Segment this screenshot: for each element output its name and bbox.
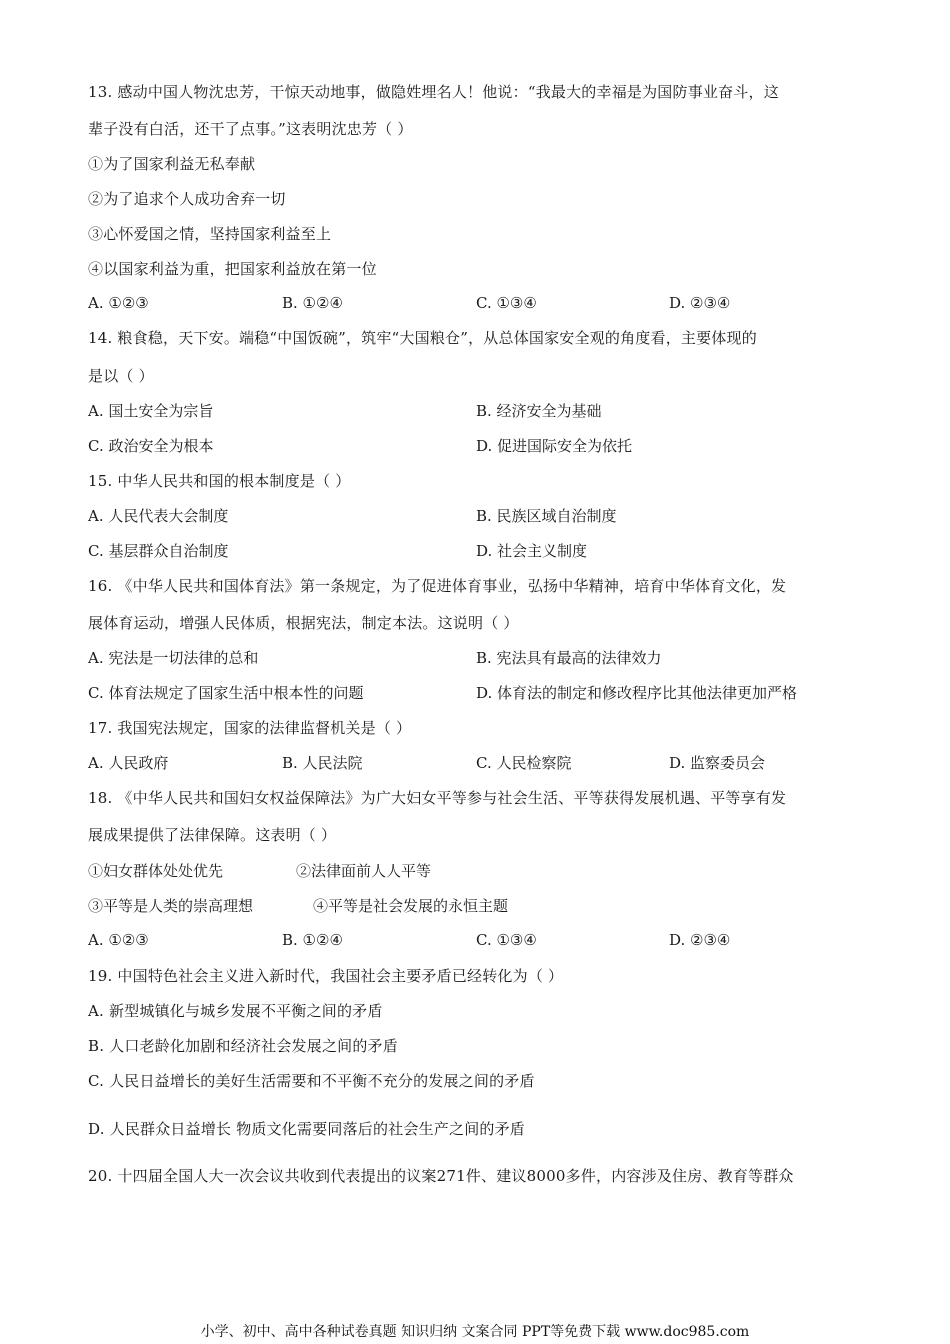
q19-option-a: A. 新型城镇化与城乡发展不平衡之间的矛盾 bbox=[88, 1002, 383, 1020]
q18-statement-3: ③平等是人类的崇高理想 bbox=[88, 897, 254, 915]
q17-option-a: A. 人民政府 bbox=[88, 754, 169, 772]
q16-stem-line2: 展体育运动，增强人民体质，根据宪法，制定本法。这说明（ ） bbox=[88, 614, 519, 632]
page-footer: 小学、初中、高中各种试卷真题 知识归纳 文案合同 PPT等免费下载 www.doc985.com bbox=[200, 1324, 750, 1340]
q15-option-b: B. 民族区域自治制度 bbox=[476, 507, 617, 525]
q14-option-a: A. 国土安全为宗旨 bbox=[88, 402, 214, 420]
q18-stem-line2: 展成果提供了法律保障。这表明（ ） bbox=[88, 826, 337, 844]
q19-stem-line1: 19. 中国特色社会主义进入新时代，我国社会主要矛盾已经转化为（ ） bbox=[88, 967, 564, 985]
q13-option-c: C. ①③④ bbox=[476, 294, 537, 312]
q16-option-b: B. 宪法具有最高的法律效力 bbox=[476, 649, 662, 667]
q14-option-c: C. 政治安全为根本 bbox=[88, 437, 214, 455]
q13-statement-2: ②为了追求个人成功舍弃一切 bbox=[88, 190, 286, 208]
q18-option-c: C. ①③④ bbox=[476, 931, 537, 949]
q14-option-b: B. 经济安全为基础 bbox=[476, 402, 602, 420]
q13-statement-4: ④以国家利益为重，把国家利益放在第一位 bbox=[88, 260, 377, 278]
q15-option-c: C. 基层群众自治制度 bbox=[88, 542, 229, 560]
q13-stem-line2: 辈子没有白活，还干了点事。”这表明沈忠芳（ ） bbox=[88, 120, 413, 138]
q18-option-a: A. ①②③ bbox=[88, 931, 149, 949]
q13-statement-3: ③心怀爱国之情，坚持国家利益至上 bbox=[88, 225, 332, 243]
q14-stem-line2: 是以（ ） bbox=[88, 367, 154, 385]
q18-statement-1: ①妇女群体处处优先 bbox=[88, 862, 224, 880]
q19-option-d: D. 人民群众日益增长 物质文化需要同落后的社会生产之间的矛盾 bbox=[88, 1120, 525, 1138]
q18-stem-line1: 18. 《中华人民共和国妇女权益保障法》为广大妇女平等参与社会生活、平等获得发展机遇、平等享有发 bbox=[88, 789, 787, 807]
q16-stem-line1: 16. 《中华人民共和国体育法》第一条规定，为了促进体育事业，弘扬中华精神，培育中华体育文化，发 bbox=[88, 577, 787, 595]
q17-option-d: D. 监察委员会 bbox=[669, 754, 766, 772]
q18-option-b: B. ①②④ bbox=[282, 931, 343, 949]
q15-option-d: D. 社会主义制度 bbox=[476, 542, 588, 560]
q20-stem-line1: 20. 十四届全国人大一次会议共收到代表提出的议案271件、建议8000多件，内容涉及住房、教育等群众 bbox=[88, 1167, 794, 1185]
q17-option-b: B. 人民法院 bbox=[282, 754, 363, 772]
q14-option-d: D. 促进国际安全为依托 bbox=[476, 437, 633, 455]
q19-option-c: C. 人民日益增长的美好生活需要和不平衡不充分的发展之间的矛盾 bbox=[88, 1072, 535, 1090]
q13-option-d: D. ②③④ bbox=[669, 294, 731, 312]
q13-statement-1: ①为了国家利益无私奉献 bbox=[88, 155, 256, 173]
q18-option-d: D. ②③④ bbox=[669, 931, 731, 949]
q13-option-a: A. ①②③ bbox=[88, 294, 149, 312]
q16-option-c: C. 体育法规定了国家生活中根本性的问题 bbox=[88, 684, 364, 702]
q15-stem-line1: 15. 中华人民共和国的根本制度是（ ） bbox=[88, 472, 351, 490]
q15-option-a: A. 人民代表大会制度 bbox=[88, 507, 229, 525]
q16-option-a: A. 宪法是一切法律的总和 bbox=[88, 649, 259, 667]
q19-option-b: B. 人口老龄化加剧和经济社会发展之间的矛盾 bbox=[88, 1037, 398, 1055]
q18-statement-4: ④平等是社会发展的永恒主题 bbox=[313, 897, 509, 915]
q17-option-c: C. 人民检察院 bbox=[476, 754, 572, 772]
q16-option-d: D. 体育法的制定和修改程序比其他法律更加严格 bbox=[476, 684, 798, 702]
q17-stem-line1: 17. 我国宪法规定，国家的法律监督机关是（ ） bbox=[88, 719, 412, 737]
q18-statement-2: ②法律面前人人平等 bbox=[296, 862, 432, 880]
q13-option-b: B. ①②④ bbox=[282, 294, 343, 312]
q14-stem-line1: 14. 粮食稳，天下安。端稳“中国饭碗”，筑牢“大国粮仓”，从总体国家安全观的角度看，主要体现的 bbox=[88, 329, 757, 347]
q13-stem-line1: 13. 感动中国人物沈忠芳，干惊天动地事，做隐姓埋名人！他说：“我最大的幸福是为国防事业奋斗，这 bbox=[88, 83, 779, 101]
